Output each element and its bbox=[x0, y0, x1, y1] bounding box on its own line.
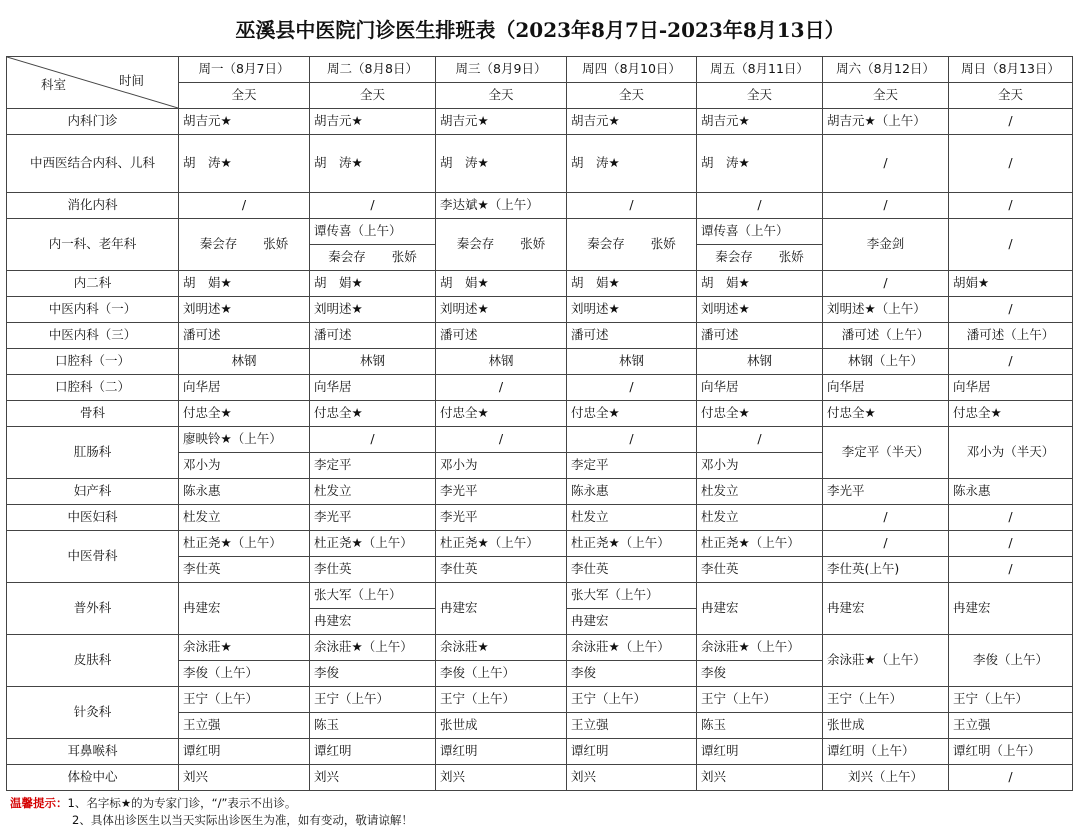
schedule-cell: 邓小为 bbox=[179, 453, 310, 479]
schedule-cell: 胡 涛★ bbox=[179, 135, 310, 193]
period-header: 全天 bbox=[697, 83, 823, 109]
schedule-cell: 王立强 bbox=[179, 713, 310, 739]
schedule-cell: 胡 娟★ bbox=[436, 271, 567, 297]
schedule-cell: 潘可述 bbox=[567, 323, 697, 349]
schedule-table bbox=[6, 56, 1073, 791]
schedule-cell: 余泳莊★（上午） bbox=[310, 635, 436, 661]
schedule-cell: 刘兴 bbox=[436, 765, 567, 791]
schedule-cell: 李俊（上午） bbox=[179, 661, 310, 687]
schedule-cell: 付忠全★ bbox=[567, 401, 697, 427]
day-header: 周四（8月10日） bbox=[567, 57, 697, 83]
table-row bbox=[7, 765, 1073, 791]
schedule-cell: 胡吉元★ bbox=[310, 109, 436, 135]
dept-name: 内一科、老年科 bbox=[7, 219, 179, 271]
dept-name: 中医内科（三） bbox=[7, 323, 179, 349]
dept-name: 消化内科 bbox=[7, 193, 179, 219]
table-row bbox=[7, 193, 1073, 219]
schedule-cell: 冉建宏 bbox=[949, 583, 1073, 635]
day-header: 周三（8月9日） bbox=[436, 57, 567, 83]
schedule-cell: 王立强 bbox=[949, 713, 1073, 739]
schedule-cell: 刘明述★ bbox=[436, 297, 567, 323]
schedule-cell: 李定平 bbox=[567, 453, 697, 479]
schedule-cell: 杜发立 bbox=[310, 479, 436, 505]
corner-diagonal bbox=[7, 57, 178, 108]
schedule-cell: 冉建宏 bbox=[179, 583, 310, 635]
schedule-cell: 刘兴 bbox=[179, 765, 310, 791]
schedule-cell: 林钢 bbox=[567, 349, 697, 375]
schedule-cell: 杜发立 bbox=[567, 505, 697, 531]
schedule-cell: / bbox=[949, 135, 1073, 193]
schedule-cell: / bbox=[823, 193, 949, 219]
schedule-cell: 付忠全★ bbox=[949, 401, 1073, 427]
day-header: 周日（8月13日） bbox=[949, 57, 1073, 83]
schedule-cell: 冉建宏 bbox=[697, 583, 823, 635]
dept-name: 针灸科 bbox=[7, 687, 179, 739]
period-header: 全天 bbox=[310, 83, 436, 109]
schedule-cell: 胡 涛★ bbox=[567, 135, 697, 193]
schedule-cell bbox=[567, 219, 697, 271]
schedule-cell: 付忠全★ bbox=[697, 401, 823, 427]
schedule-cell: / bbox=[949, 109, 1073, 135]
table-row bbox=[7, 219, 1073, 245]
schedule-cell: 张世成 bbox=[823, 713, 949, 739]
schedule-cell: 刘明述★ bbox=[697, 297, 823, 323]
schedule-cell: 谭红明（上午） bbox=[949, 739, 1073, 765]
schedule-cell: 陈玉 bbox=[697, 713, 823, 739]
schedule-cell: 刘明述★（上午） bbox=[823, 297, 949, 323]
footer-notes bbox=[10, 795, 413, 829]
schedule-cell: 付忠全★ bbox=[179, 401, 310, 427]
schedule-cell: 潘可述 bbox=[697, 323, 823, 349]
schedule-cell: / bbox=[567, 427, 697, 453]
schedule-cell: 王宁（上午） bbox=[697, 687, 823, 713]
dept-name: 骨科 bbox=[7, 401, 179, 427]
schedule-cell: 胡 娟★ bbox=[697, 271, 823, 297]
schedule-cell: 李仕英 bbox=[310, 557, 436, 583]
schedule-cell: 谭红明 bbox=[436, 739, 567, 765]
table-row bbox=[7, 739, 1073, 765]
schedule-cell: 陈永惠 bbox=[949, 479, 1073, 505]
schedule-cell: 向华居 bbox=[823, 375, 949, 401]
schedule-cell: 胡吉元★ bbox=[179, 109, 310, 135]
schedule-cell bbox=[179, 219, 310, 271]
schedule-cell: 胡吉元★ bbox=[697, 109, 823, 135]
table-row bbox=[7, 635, 1073, 661]
schedule-cell: 冉建宏 bbox=[823, 583, 949, 635]
doctor-name: 张娇 bbox=[778, 249, 804, 265]
schedule-cell: 刘兴 bbox=[310, 765, 436, 791]
schedule-cell: 张大军（上午） bbox=[567, 583, 697, 609]
schedule-cell: / bbox=[310, 427, 436, 453]
schedule-cell bbox=[436, 219, 567, 271]
schedule-cell: 李仕英 bbox=[567, 557, 697, 583]
schedule-cell: 王宁（上午） bbox=[310, 687, 436, 713]
day-header: 周二（8月8日） bbox=[310, 57, 436, 83]
schedule-cell: 余泳莊★（上午） bbox=[823, 635, 949, 687]
schedule-cell: 李光平 bbox=[436, 479, 567, 505]
schedule-cell: 谭红明 bbox=[179, 739, 310, 765]
dept-name: 肛肠科 bbox=[7, 427, 179, 479]
schedule-cell: 余泳莊★（上午） bbox=[567, 635, 697, 661]
schedule-cell: 杜发立 bbox=[697, 505, 823, 531]
schedule-cell: 王立强 bbox=[567, 713, 697, 739]
table-row bbox=[7, 531, 1073, 557]
schedule-cell: 向华居 bbox=[949, 375, 1073, 401]
schedule-cell: 付忠全★ bbox=[823, 401, 949, 427]
schedule-cell: 邓小为 bbox=[697, 453, 823, 479]
schedule-cell: 邓小为（半天） bbox=[949, 427, 1073, 479]
schedule-cell: 潘可述 bbox=[436, 323, 567, 349]
dept-name: 体检中心 bbox=[7, 765, 179, 791]
schedule-cell: 杜正尧★（上午） bbox=[697, 531, 823, 557]
schedule-cell: 王宁（上午） bbox=[949, 687, 1073, 713]
doctor-name: 秦会存 bbox=[587, 236, 625, 252]
dept-name: 普外科 bbox=[7, 583, 179, 635]
schedule-cell: 谭红明（上午） bbox=[823, 739, 949, 765]
schedule-cell: 杜正尧★（上午） bbox=[310, 531, 436, 557]
schedule-cell: 李俊（上午） bbox=[949, 635, 1073, 687]
schedule-cell: 林钢 bbox=[697, 349, 823, 375]
table-row bbox=[7, 109, 1073, 135]
schedule-cell: 陈永惠 bbox=[179, 479, 310, 505]
day-header: 周一（8月7日） bbox=[179, 57, 310, 83]
schedule-cell: 李俊 bbox=[310, 661, 436, 687]
schedule-cell: 余泳莊★（上午） bbox=[697, 635, 823, 661]
note-text: 1、名字标★的为专家门诊，“/”表示不出诊。 bbox=[67, 796, 297, 810]
schedule-cell: 胡吉元★ bbox=[436, 109, 567, 135]
schedule-cell: 李俊 bbox=[567, 661, 697, 687]
schedule-cell: / bbox=[697, 193, 823, 219]
schedule-cell bbox=[310, 245, 436, 271]
schedule-cell: 付忠全★ bbox=[436, 401, 567, 427]
schedule-cell: 李定平（半天） bbox=[823, 427, 949, 479]
dept-name: 口腔科（一） bbox=[7, 349, 179, 375]
schedule-cell: 潘可述（上午） bbox=[949, 323, 1073, 349]
table-row bbox=[7, 479, 1073, 505]
schedule-cell: 李仕英 bbox=[697, 557, 823, 583]
schedule-cell: / bbox=[949, 193, 1073, 219]
dept-name: 耳鼻喉科 bbox=[7, 739, 179, 765]
period-header: 全天 bbox=[823, 83, 949, 109]
schedule-cell: 王宁（上午） bbox=[436, 687, 567, 713]
schedule-cell: 杜发立 bbox=[179, 505, 310, 531]
schedule-cell: / bbox=[436, 375, 567, 401]
schedule-cell: 杜正尧★（上午） bbox=[179, 531, 310, 557]
schedule-cell: 邓小为 bbox=[436, 453, 567, 479]
schedule-cell: / bbox=[823, 271, 949, 297]
period-header: 全天 bbox=[949, 83, 1073, 109]
table-row bbox=[7, 583, 1073, 609]
table-row bbox=[7, 401, 1073, 427]
schedule-cell: 冉建宏 bbox=[310, 609, 436, 635]
schedule-cell: 林钢 bbox=[436, 349, 567, 375]
schedule-cell: / bbox=[567, 193, 697, 219]
schedule-cell: / bbox=[567, 375, 697, 401]
schedule-cell: / bbox=[179, 193, 310, 219]
page-title: 巫溪县中医院门诊医生排班表（2023年8月7日-2023年8月13日） bbox=[235, 17, 845, 42]
schedule-cell: 陈玉 bbox=[310, 713, 436, 739]
schedule-cell: 潘可述（上午） bbox=[823, 323, 949, 349]
schedule-cell: 谭红明 bbox=[567, 739, 697, 765]
schedule-cell: 谭红明 bbox=[310, 739, 436, 765]
table-row bbox=[7, 297, 1073, 323]
schedule-cell: 李金剑 bbox=[823, 219, 949, 271]
period-header: 全天 bbox=[567, 83, 697, 109]
schedule-cell: 胡 娟★ bbox=[310, 271, 436, 297]
schedule-cell: 李光平 bbox=[310, 505, 436, 531]
schedule-cell: 潘可述 bbox=[310, 323, 436, 349]
schedule-cell: 刘明述★ bbox=[567, 297, 697, 323]
doctor-name: 张娇 bbox=[650, 236, 676, 252]
doctor-name: 秦会存 bbox=[199, 236, 238, 252]
schedule-cell: 张世成 bbox=[436, 713, 567, 739]
schedule-cell: / bbox=[949, 505, 1073, 531]
schedule-cell: 李光平 bbox=[823, 479, 949, 505]
schedule-cell: / bbox=[949, 349, 1073, 375]
period-header: 全天 bbox=[179, 83, 310, 109]
table-row bbox=[7, 135, 1073, 193]
schedule-cell: 杜正尧★（上午） bbox=[567, 531, 697, 557]
schedule-cell: / bbox=[949, 557, 1073, 583]
schedule-cell: 向华居 bbox=[310, 375, 436, 401]
schedule-cell: / bbox=[949, 297, 1073, 323]
dept-name: 皮肤科 bbox=[7, 635, 179, 687]
schedule-cell: / bbox=[823, 531, 949, 557]
corner-dept-label: 科室 bbox=[41, 76, 67, 92]
dept-name: 中医内科（一） bbox=[7, 297, 179, 323]
schedule-cell: 李俊 bbox=[697, 661, 823, 687]
schedule-cell: 刘兴 bbox=[567, 765, 697, 791]
schedule-cell: 李仕英(上午) bbox=[823, 557, 949, 583]
schedule-cell: 冉建宏 bbox=[567, 609, 697, 635]
schedule-cell: 胡吉元★（上午） bbox=[823, 109, 949, 135]
schedule-cell: 李达斌★（上午） bbox=[436, 193, 567, 219]
schedule-cell bbox=[697, 245, 823, 271]
schedule-cell: / bbox=[310, 193, 436, 219]
table-row bbox=[7, 349, 1073, 375]
table-row bbox=[7, 323, 1073, 349]
schedule-cell: 谭传喜（上午） bbox=[310, 219, 436, 245]
schedule-cell: 胡 涛★ bbox=[436, 135, 567, 193]
schedule-cell: / bbox=[949, 531, 1073, 557]
schedule-cell: 陈永惠 bbox=[567, 479, 697, 505]
schedule-cell: 李仕英 bbox=[179, 557, 310, 583]
day-header: 周六（8月12日） bbox=[823, 57, 949, 83]
schedule-cell: 王宁（上午） bbox=[179, 687, 310, 713]
schedule-cell: 谭红明 bbox=[697, 739, 823, 765]
doctor-name: 秦会存 bbox=[328, 249, 366, 265]
schedule-cell: / bbox=[949, 765, 1073, 791]
period-header: 全天 bbox=[436, 83, 567, 109]
doctor-name: 张娇 bbox=[391, 249, 417, 265]
corner-time-label: 时间 bbox=[118, 73, 144, 88]
table-row bbox=[7, 427, 1073, 453]
dept-name: 中西医结合内科、儿科 bbox=[7, 135, 179, 193]
schedule-cell: 胡 涛★ bbox=[697, 135, 823, 193]
schedule-cell: 谭传喜（上午） bbox=[697, 219, 823, 245]
schedule-cell: 胡娟★ bbox=[949, 271, 1073, 297]
schedule-cell: 林钢（上午） bbox=[823, 349, 949, 375]
dept-name: 口腔科（二） bbox=[7, 375, 179, 401]
schedule-cell: 刘明述★ bbox=[179, 297, 310, 323]
schedule-cell: 胡 娟★ bbox=[567, 271, 697, 297]
schedule-cell: 李光平 bbox=[436, 505, 567, 531]
schedule-cell: 李俊（上午） bbox=[436, 661, 567, 687]
schedule-cell: 刘兴（上午） bbox=[823, 765, 949, 791]
schedule-cell: 王宁（上午） bbox=[567, 687, 697, 713]
schedule-cell: 李仕英 bbox=[436, 557, 567, 583]
schedule-cell: 向华居 bbox=[179, 375, 310, 401]
doctor-name: 张娇 bbox=[520, 236, 546, 252]
doctor-name: 秦会存 bbox=[456, 236, 495, 252]
table-row bbox=[7, 505, 1073, 531]
schedule-cell: 廖映铃★（上午） bbox=[179, 427, 310, 453]
note-line-2: 2、具体出诊医生以当天实际出诊医生为准，如有变动，敬请谅解！ bbox=[72, 813, 413, 827]
schedule-cell: 余泳莊★ bbox=[179, 635, 310, 661]
schedule-cell: 刘明述★ bbox=[310, 297, 436, 323]
schedule-cell: 林钢 bbox=[310, 349, 436, 375]
schedule-cell: / bbox=[697, 427, 823, 453]
schedule-cell: / bbox=[823, 505, 949, 531]
schedule-cell: 刘兴 bbox=[697, 765, 823, 791]
day-header: 周五（8月11日） bbox=[697, 57, 823, 83]
schedule-cell: / bbox=[949, 219, 1073, 271]
dept-name: 内科门诊 bbox=[7, 109, 179, 135]
schedule-cell: 杜正尧★（上午） bbox=[436, 531, 567, 557]
doctor-name: 张娇 bbox=[263, 236, 289, 252]
schedule-cell: 李定平 bbox=[310, 453, 436, 479]
schedule-cell: 余泳莊★ bbox=[436, 635, 567, 661]
schedule-cell: 王宁（上午） bbox=[823, 687, 949, 713]
schedule-cell: 林钢 bbox=[179, 349, 310, 375]
header-row-days bbox=[7, 57, 1073, 83]
dept-name: 妇产科 bbox=[7, 479, 179, 505]
table-row bbox=[7, 271, 1073, 297]
schedule-cell: / bbox=[823, 135, 949, 193]
schedule-cell: 胡 娟★ bbox=[179, 271, 310, 297]
dept-name: 中医妇科 bbox=[7, 505, 179, 531]
schedule-cell: 冉建宏 bbox=[436, 583, 567, 635]
schedule-cell: 向华居 bbox=[697, 375, 823, 401]
schedule-cell: 胡吉元★ bbox=[567, 109, 697, 135]
corner-cell bbox=[7, 57, 179, 109]
schedule-cell: / bbox=[436, 427, 567, 453]
schedule-cell: 胡 涛★ bbox=[310, 135, 436, 193]
table-row bbox=[7, 687, 1073, 713]
dept-name: 中医骨科 bbox=[7, 531, 179, 583]
schedule-cell: 杜发立 bbox=[697, 479, 823, 505]
schedule-cell: 张大军（上午） bbox=[310, 583, 436, 609]
note-label: 温馨提示： bbox=[10, 796, 68, 810]
table-row bbox=[7, 375, 1073, 401]
schedule-cell: 付忠全★ bbox=[310, 401, 436, 427]
note-line-1 bbox=[10, 795, 413, 812]
doctor-name: 秦会存 bbox=[715, 249, 753, 265]
dept-name: 内二科 bbox=[7, 271, 179, 297]
schedule-cell: 潘可述 bbox=[179, 323, 310, 349]
